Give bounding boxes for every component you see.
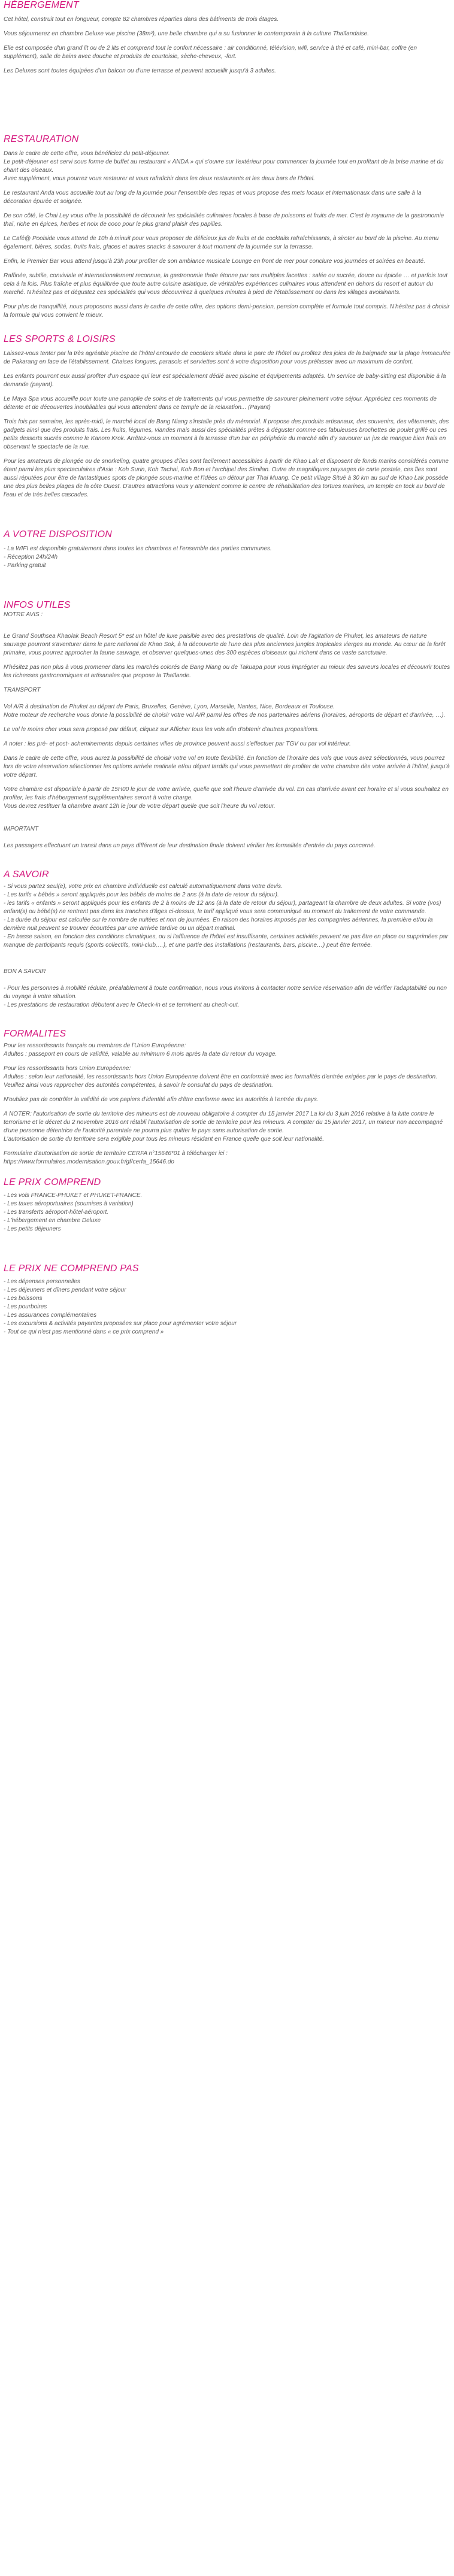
hebergement-paragraph: Cet hôtel, construit tout en longueur, compte 82 chambres réparties dans des bâtiments de trois étages. — [4, 16, 279, 23]
bon-a-savoir-label: BON A SAVOIR — [4, 968, 46, 975]
savoir-paragraph: - Si vous partez seul(e), votre prix en chambre individuelle est calculé automatiquement dans votre devis. - Les tarifs « bébés » seront appliqués pour les bébés de moins de 2 ans (à la date de retour du séjour). - les tarifs « enfants » seront appliqués pour les enfants de 2 à moins de 12 ans (à la date de retour du séjour), partageant la chambre de deux adultes. Si votre (vos) enfant(s) ou bébé(s) ne rentrent pas dans les tranches d'âges ci-dessus, le tarif appliqué vous sera communiqué au moment du traitement de votre commande. - La durée du séjour est calculée sur le nombre de nuitées et non de journées. En raison des horaires imposés par les compagnies aériennes, la première et/ou la dernière nuit peuvent se trouver écourtées par une arrivée tardive ou un départ matinal. - En basse saison, en fonction des conditions climatiques, ou si l'affluence de l'hôtel est insuffisante, certaines activités peuvent ne pas être en place ou supprimées par manque de participants requis (sports collectifs, mini-club,…), et une partie des installations (restaurants, bars, piscine…) peut être fermée. — [4, 883, 449, 948]
prix-ne-comprend-item: - Les dépenses personnelles — [4, 1278, 80, 1285]
hebergement-paragraph: Elle est composée d'un grand lit ou de 2 lits et comprend tout le confort nécessaire : air conditionné, télévision, wifi, service à thé et café, mini-bar, coffre (en supplément), salle de bains avec douche et produits de courtoisie, sèche-cheveux, -fort. — [4, 45, 417, 60]
disposition-item: - La WIFI est disponible gratuitement dans toutes les chambres et l'ensemble des parties communes. — [4, 545, 272, 552]
hebergement-paragraph: Vous séjournerez en chambre Deluxe vue piscine (38m²), une belle chambre qui a su fusionner le contemporain à la culture Thaïlandaise. — [4, 31, 369, 37]
formalites-paragraph: N'oubliez pas de contrôler la validité de vos papiers d'identité afin d'être conforme avec les autorités à l'entrée du pays. — [4, 1096, 319, 1103]
infos-paragraph: Dans le cadre de cette offre, vous aurez la possibilité de choisir votre vol en toute flexibilité. En fonction de l'horaire des vols que vous avez sélectionnés, vous pourrez lors de votre réservation sélectionner les options arrivée matinale et/ou départ tardifs qui vous permettent de profiter de votre chambre dès votre arrivée à l'hôtel, jusqu'à votre départ. — [4, 755, 450, 778]
section-prix-comprend — [4, 1177, 450, 1234]
formalites-paragraph: Pour les ressortissants hors Union Européenne: Adultes : selon leur nationalité, les ressortissants hors Union Européenne doivent être en conformité avec les formalités d'entrée exigées par le pays de destination. Veuillez ainsi vous rapprocher des autorités compétentes, à savoir le consulat du pays de destination. — [4, 1065, 437, 1089]
infos-paragraph: Les passagers effectuant un transit dans un pays différent de leur destination finale doivent vérifier les formalités d'entrée du pays concerné. — [4, 842, 376, 849]
heading-hebergement: HÉBERGEMENT — [4, 0, 79, 10]
section-restauration — [4, 134, 450, 320]
prix-ne-comprend-item: - Tout ce qui n'est pas mentionné dans « ce prix comprend » — [4, 1329, 164, 1335]
heading-restauration: RESTAURATION — [4, 134, 79, 144]
prix-comprend-item: - Les transferts aéroport-hôtel-aéroport. — [4, 1209, 109, 1216]
heading-sports-loisirs: LES SPORTS & LOISIRS — [4, 334, 116, 344]
notre-avis-label: NOTRE AVIS : — [4, 611, 43, 618]
infos-paragraph: Vol A/R à destination de Phuket au départ de Paris, Bruxelles, Genève, Lyon, Marseille, Nantes, Nice, Bordeaux et Toulouse. Notre moteur de recherche vous donne la possibilité de choisir votre vol A/R parmi les offres de nos partenaires aériens (horaires, aéroports de départ et d'arrivée, …). — [4, 704, 446, 719]
heading-infos-utiles: INFOS UTILES — [4, 600, 71, 610]
restauration-paragraph: Le Café@ Poolside vous attend de 10h à minuit pour vous proposer de délicieux jus de fruits et de cocktails rafraîchissants, à siroter au bord de la piscine. Au menu également, bières, sodas, fruits frais, glaces et autres snacks à savourer à tout moment de la journée sur la terrasse. — [4, 235, 439, 250]
infos-paragraph: N'hésitez pas non plus à vous promener dans les marchés colorés de Bang Niang ou de Takuapa pour vous imprégner au mieux des saveurs locales et découvrir toutes les richesses gastronomiques et artisanales que propose la Thaïlande. — [4, 664, 450, 679]
infos-paragraph: Votre chambre est disponible à partir de 15H00 le jour de votre arrivée, quelle que soit l'heure d'arrivée du vol. En cas d'arrivée avant cet horaire et si vous souhaitez en profiter, les frais d'hébergement supplémentaires seront à votre charge. Vous devrez restituer la chambre avant 12h le jour de votre départ quelle que soit l'heure du vol retour. — [4, 786, 449, 810]
restauration-paragraph: Dans le cadre de cette offre, vous bénéficiez du petit-déjeuner. Le petit-déjeuner est servi sous forme de buffet au restaurant « ANDA » qui s'ouvre sur l'extérieur pour commencer la journée tout en profitant de la brise marine et du chant des oiseaux. Avec supplément, vous pourrez vous restaurer et vous rafraîchir dans les deux restaurants et les deux bars de l'hôtel. — [4, 150, 444, 182]
formalites-paragraph: Pour les ressortissants français ou membres de l'Union Européenne: Adultes : passeport en cours de validité, valable au minimum 6 mois après la date du retour du voyage. — [4, 1042, 277, 1057]
sports-paragraph: Pour les amateurs de plongée ou de snorkeling, quatre groupes d'îles sont facilement accessibles à partir de Khao Lak et disposent de fonds marins considérés comme étant parmi les plus spectaculaires d'Asie : Koh Surin, Koh Tachai, Koh Bon et l'archipel des Similan. Outre de magnifiques paysages de carte postale, ces îles sont aussi réputées pour être de fantastiques spots de plongée sous-marine et l'idées un détour par Thai Muang. Ce petit village Situé à 30 km au sud de Khao Lak possède une des plus belles plages de la côte Ouest. D'autres attractions vous y attendent comme le centre de réhabilitation des tortues marines, un temple en teck au bord de l'eau et de très belles cascades. — [4, 458, 449, 498]
transport-label: TRANSPORT — [4, 687, 41, 693]
prix-ne-comprend-item: - Les pourboires — [4, 1304, 47, 1310]
restauration-paragraph: Enfin, le Premier Bar vous attend jusqu'à 23h pour profiter de son ambiance musicale Lounge en front de mer pour conclure vos journées et soirées en beauté. — [4, 258, 425, 265]
restauration-paragraph: Pour plus de tranquillité, nous proposons aussi dans le cadre de cette offre, des options demi-pension, pension complète et formule tout compris. N'hésitez pas à choisir la formule qui vous convient le mieux. — [4, 304, 450, 319]
sports-paragraph: Laissez-vous tenter par la très agréable piscine de l'hôtel entourée de cocotiers située dans le parc de l'hôtel ou profitez des joies de la baignade sur la plage immaculée de Pakarang en face de l'établissement. Chaises longues, parasols et serviettes sont à votre disposition pour vous prélasser avec un maximum de confort. — [4, 350, 450, 365]
heading-prix-ne-comprend-pas: LE PRIX NE COMPREND PAS — [4, 1263, 139, 1274]
prix-comprend-item: - Les petits déjeuners — [4, 1226, 61, 1232]
infos-paragraph: A noter : les pré- et post- acheminements depuis certaines villes de province peuvent aussi s'effectuer par TGV ou par vol intérieur. — [4, 741, 351, 747]
heading-prix-comprend: LE PRIX COMPREND — [4, 1177, 101, 1187]
formalites-paragraph: Formulaire d'autorisation de sortie de territoire CERFA n°15646*01 à télécharger ici : https://www.formulaires.modernisation.gouv.fr/gf/cerfa_15646.do — [4, 1150, 228, 1165]
hebergement-paragraph: Les Deluxes sont toutes équipées d'un balcon ou d'une terrasse et peuvent accueillir jusqu'à 3 adultes. — [4, 68, 276, 74]
infos-paragraph: Le vol le moins cher vous sera proposé par défaut, cliquez sur Afficher tous les vols afin d'obtenir d'autres propositions. — [4, 726, 319, 733]
section-formalites — [4, 1029, 450, 1166]
restauration-paragraph: Le restaurant Anda vous accueille tout au long de la journée pour l'ensemble des repas et vous propose des mets locaux et internationaux dans une salle à la décoration épurée et soignée. — [4, 190, 422, 205]
heading-a-savoir: A SAVOIR — [4, 869, 49, 880]
heading-disposition: A VOTRE DISPOSITION — [4, 529, 113, 540]
section-sports-loisirs — [4, 334, 450, 499]
disposition-item: - Parking gratuit — [4, 562, 46, 569]
savoir-paragraph: - Pour les personnes à mobilité réduite, préalablement à toute confirmation, nous vous invitons à contacter notre service réservation afin de vérifier l'adaptabilité ou non du voyage à votre situation. - Les prestations de restauration débutent avec le Check-in et se terminent au check-out. — [4, 985, 447, 1008]
sports-paragraph: Les enfants pourront eux aussi profiter d'un espace qui leur est spécialement dédié avec piscine et équipements adaptés. Un service de baby-sitting est disponible à la demande (payant). — [4, 373, 446, 388]
section-infos-utiles — [4, 600, 450, 850]
infos-paragraph: Le Grand Southsea Khaolak Beach Resort 5* est un hôtel de luxe paisible avec des prestations de qualité. Loin de l'agitation de Phuket, les amateurs de nature sauvage pourront s'aventurer dans le parc national de Khao Sok, à la découverte de l'une des plus anciennes jungles tropicales vierges au monde. Au cœur de la forêt primaire, vous pourrez approcher la faune sauvage, et observer quelques-unes des 300 espèces d'oiseaux qui nichent dans ce vaste sanctuaire. — [4, 633, 446, 656]
restauration-paragraph: De son côté, le Chai Ley vous offre la possibilité de découvrir les spécialités culinaires locales à base de poissons et fruits de mer. C'est le royaume de la gastronomie thaï, riche en épices, herbes et noix de coco pour le plus grand plaisir des papilles. — [4, 213, 444, 228]
section-a-savoir — [4, 869, 450, 1010]
sports-paragraph: Le Maya Spa vous accueille pour toute une panoplie de soins et de traitements qui vous permettre de savourer pleinement votre séjour. Appréciez ces moments de détente et de découvertes inoubliables qui vous attendent dans ce temple de la relaxation... (Payant) — [4, 396, 437, 411]
disposition-item: - Réception 24h/24h — [4, 554, 58, 560]
restauration-paragraph: Raffinée, subtile, conviviale et internationalement reconnue, la gastronomie thaïe étonne par ses multiples facettes : salée ou sucrée, douce ou épicée … et parfois tout cela à la fois. Plus fraîche et plus équilibrée que toute autre cuisine asiatique, de véritables expériences culinaires vous attendent en dehors du resort et autour du marché. N'hésitez pas et dégustez ces spécialités qui vous découvrirez à quelques minutes à pied de l'établissement ou dans les villages avoisinants. — [4, 272, 447, 296]
heading-formalites: FORMALITES — [4, 1029, 66, 1039]
section-disposition — [4, 529, 450, 570]
prix-comprend-item: - L'hébergement en chambre Deluxe — [4, 1217, 101, 1224]
prix-ne-comprend-item: - Les déjeuners et dîners pendant votre séjour — [4, 1287, 126, 1293]
sports-paragraph: Trois fois par semaine, les après-midi, le marché local de Bang Niang s'installe près du mémorial. Il propose des produits artisanaux, des souvenirs, des vêtements, des gadgets ainsi que des produits frais. Les fruits, légumes, viandes mais aussi des spécialités prêtes à déguster comme ces fabuleuses brochettes de poulet grillé ou ces petits desserts sucrés comme le Kanom Krok. Arrêtez-vous un moment à la terrasse d'un bar en périphérie du marché afin d'y savourer un jus de mangue bien frais en observant le spectacle de la rue. — [4, 419, 449, 450]
section-prix-ne-comprend-pas — [4, 1263, 450, 1337]
important-label: IMPORTANT — [4, 826, 38, 832]
prix-comprend-item: - Les taxes aéroportuaires (soumises à variation) — [4, 1201, 134, 1207]
prix-comprend-item: - Les vols FRANCE-PHUKET et PHUKET-FRANCE. — [4, 1192, 143, 1199]
prix-ne-comprend-item: - Les assurances complémentaires — [4, 1312, 97, 1319]
prix-ne-comprend-item: - Les boissons — [4, 1295, 43, 1302]
section-hebergement — [4, 0, 450, 75]
prix-ne-comprend-item: - Les excursions & activités payantes proposées sur place pour agrémenter votre séjour — [4, 1320, 237, 1327]
formalites-paragraph: A NOTER: l'autorisation de sortie du territoire des mineurs est de nouveau obligatoire à compter du 15 janvier 2017 La loi du 3 juin 2016 relative à la lutte contre le terrorisme et le décret du 2 novembre 2016 ont rétabli l'autorisation de sortie de territoire pour les mineurs. A compter du 15 janvier 2017, un mineur non accompagné d'une personne détentrice de l'autorité parentale ne pourra plus quitter le pays sans autorisation de sortie. L'autorisation de sortie du territoire sera exigible pour tous les mineurs résidant en France quelle que soit leur nationalité. — [4, 1111, 443, 1142]
